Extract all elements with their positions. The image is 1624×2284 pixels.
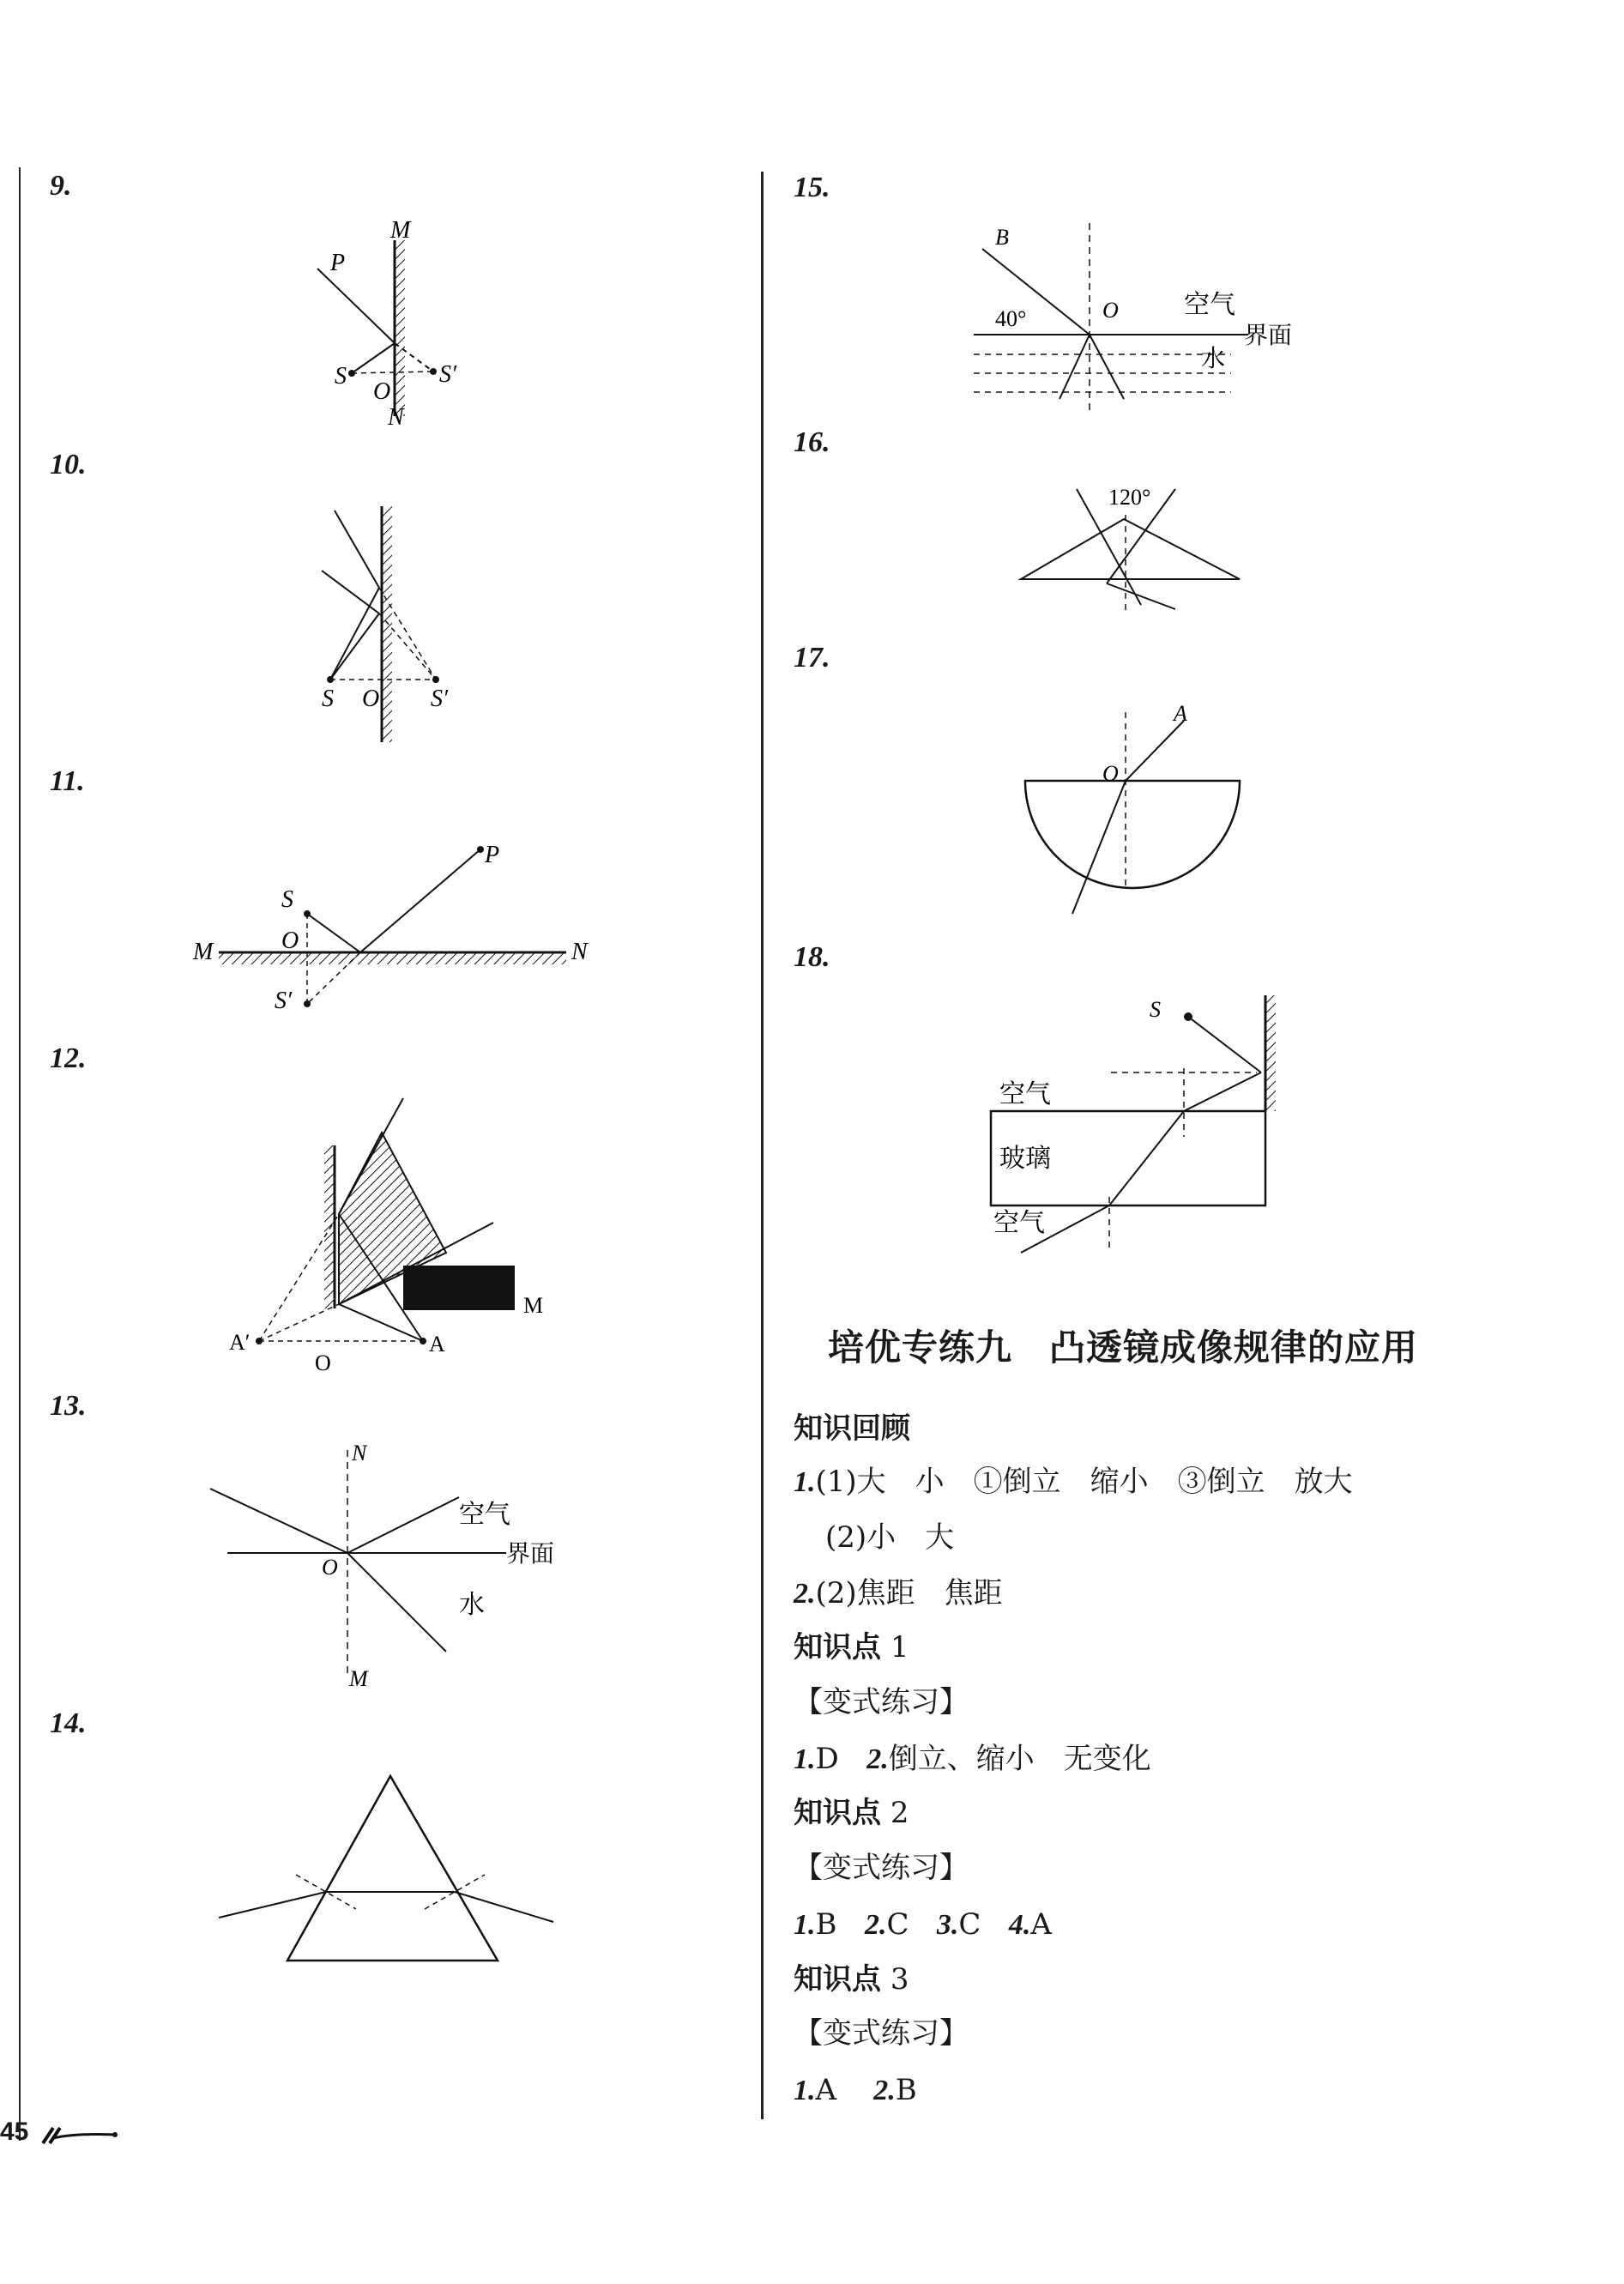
answer-line-2: (2)小 大 (825, 1520, 955, 1555)
label-M: M (193, 939, 214, 965)
answer-line-1: 1.(1)大 小 ①倒立 缩小 ③倒立 放大 (794, 1465, 1353, 1499)
label-P: P (330, 250, 346, 276)
problem-10-number: 10. (50, 449, 87, 480)
label-O: O (362, 686, 380, 712)
figure-13-refraction (202, 1441, 579, 1699)
problem-14-number: 14. (50, 1707, 87, 1739)
kp2-practice-heading: 【变式练习】 (794, 1851, 969, 1885)
figure-9-plane-mirror (309, 219, 480, 433)
figure-18-glass-slab (987, 991, 1295, 1266)
label-S-prime: S′ (431, 686, 449, 712)
label-S: S (335, 363, 347, 390)
problem-9-number: 9. (50, 170, 72, 202)
label-glass: 玻璃 (999, 1145, 1051, 1173)
label-air-top: 空气 (999, 1080, 1051, 1109)
knowledge-point-1-heading: 知识点 1 (794, 1630, 909, 1665)
figure-12-mirror-shadow (219, 1094, 562, 1377)
figure-14-prism (210, 1763, 571, 1969)
label-O: O (322, 1555, 338, 1580)
label-N: N (571, 939, 588, 965)
label-A: A (1174, 701, 1187, 726)
label-P: P (485, 842, 500, 868)
problem-17-number: 17. (794, 642, 830, 674)
kp1-practice-heading: 【变式练习】 (794, 1685, 969, 1719)
kp2-answers: 1.B 2.C 3.C 4.A (794, 1907, 1052, 1942)
figure-10-plane-mirror (309, 502, 480, 746)
label-O: O (315, 1350, 331, 1375)
problem-18-number: 18. (794, 941, 830, 973)
label-M: M (523, 1293, 544, 1318)
label-M: M (349, 1666, 368, 1691)
label-S: S (281, 886, 293, 913)
label-S-prime: S′ (439, 361, 457, 388)
label-O: O (373, 378, 391, 405)
figure-15-refraction (965, 219, 1325, 416)
problem-11-number: 11. (50, 765, 85, 797)
label-water: 水 (1201, 346, 1226, 372)
label-O: O (1102, 298, 1119, 323)
figure-17-semicircle-glass (1012, 701, 1253, 927)
knowledge-point-3-heading: 知识点 3 (794, 1962, 909, 1997)
label-angle: 120° (1108, 485, 1151, 510)
kp3-answers: 1.A 2.B (794, 2073, 917, 2107)
review-heading: 知识回顾 (794, 1411, 910, 1446)
label-O: O (281, 927, 299, 954)
label-S-prime: S′ (275, 988, 293, 1014)
figure-11-plane-mirror (189, 832, 601, 1021)
label-N: N (352, 1441, 367, 1465)
label-A: A (429, 1332, 445, 1357)
column-divider (761, 172, 764, 2119)
label-angle: 40° (995, 306, 1027, 331)
problem-16-number: 16. (794, 426, 830, 458)
kp3-practice-heading: 【变式练习】 (794, 2016, 969, 2051)
problem-13-number: 13. (50, 1390, 87, 1422)
knowledge-point-2-heading: 知识点 2 (794, 1796, 909, 1830)
label-air: 空气 (1184, 291, 1235, 319)
label-S: S (1150, 997, 1161, 1022)
section-title: 培优专练九 凸透镜成像规律的应用 (828, 1326, 1419, 1369)
label-interface: 界面 (506, 1541, 555, 1568)
label-interface: 界面 (1244, 323, 1293, 349)
label-B: B (995, 225, 1009, 250)
left-margin-rule (19, 167, 21, 2141)
page-number-swoosh-icon (41, 2121, 118, 2147)
label-S: S (322, 686, 334, 712)
page-number: 45 (0, 2118, 29, 2146)
answer-line-3: 2.(2)焦距 焦距 (794, 1576, 1003, 1610)
label-A-prime: A′ (229, 1330, 251, 1355)
kp1-answers: 1.D 2.倒立、缩小 无变化 (794, 1742, 1151, 1776)
label-N: N (388, 404, 404, 431)
label-M: M (390, 217, 411, 244)
label-air-bottom: 空气 (993, 1209, 1045, 1237)
label-water: 水 (459, 1591, 485, 1619)
problem-15-number: 15. (794, 172, 830, 203)
figure-16-mirrors (1012, 480, 1253, 618)
label-air: 空气 (459, 1501, 510, 1529)
label-O: O (1102, 761, 1119, 786)
problem-12-number: 12. (50, 1042, 87, 1074)
